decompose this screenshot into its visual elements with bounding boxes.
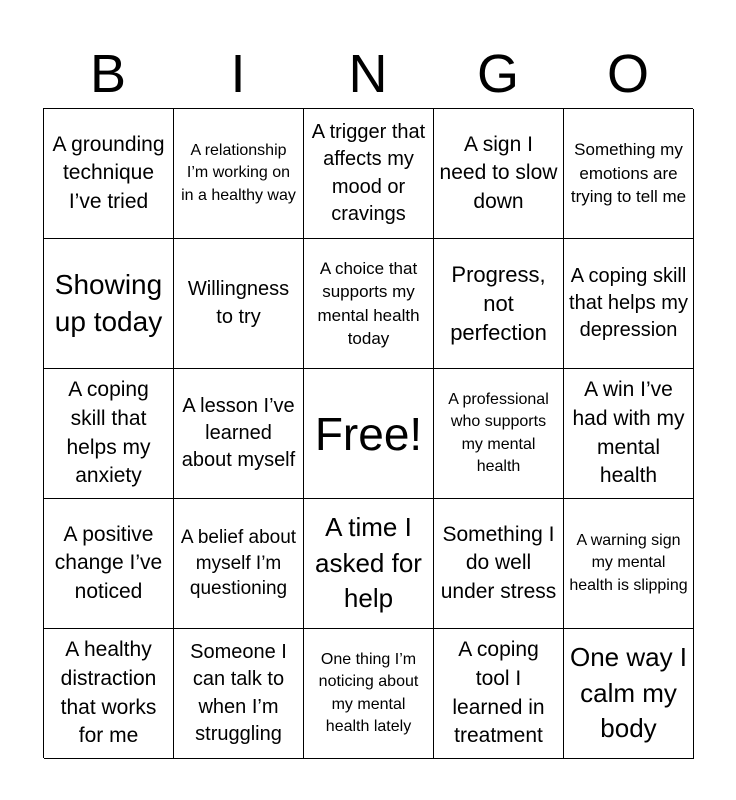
bingo-cell[interactable] — [434, 629, 564, 759]
bingo-cell[interactable] — [564, 109, 694, 239]
cell-text: A lesson I’ve learned about myself — [181, 394, 296, 472]
cell-text: A relationship I’m working on in a healthy way — [181, 141, 296, 204]
cell-text: A sign I need to slow down — [439, 132, 558, 213]
cell-text: Willingness to try — [187, 278, 290, 328]
bingo-cell[interactable] — [434, 369, 564, 499]
bingo-cell[interactable] — [44, 369, 174, 499]
cell-text: A healthy distraction that works for me — [60, 638, 157, 748]
cell-text: A coping tool I learned in treatment — [452, 638, 545, 748]
cell-text: One way I calm my body — [569, 642, 688, 744]
cell-text: Someone I can talk to when I’m struggling — [190, 641, 287, 745]
bingo-board — [43, 108, 693, 758]
bingo-cell[interactable] — [304, 239, 434, 369]
free-space[interactable] — [304, 369, 434, 499]
header-letter-i: I — [230, 44, 246, 104]
bingo-cell[interactable] — [174, 239, 304, 369]
bingo-cell[interactable] — [44, 629, 174, 759]
bingo-cell[interactable] — [564, 499, 694, 629]
free-space-text: Free! — [314, 407, 423, 460]
cell-text: A coping skill that helps my anxiety — [66, 378, 151, 488]
bingo-cell[interactable] — [564, 369, 694, 499]
cell-text: Something I do well under stress — [440, 522, 557, 603]
cell-text: A belief about myself I’m questioning — [180, 526, 297, 600]
bingo-cell[interactable] — [304, 499, 434, 629]
bingo-cell[interactable] — [564, 629, 694, 759]
header-letter-b: B — [89, 44, 127, 104]
bingo-cell[interactable] — [44, 239, 174, 369]
cell-text: A positive change I’ve noticed — [54, 522, 163, 603]
cell-text: A choice that supports my mental health today — [317, 258, 420, 348]
header-letter-n: N — [348, 44, 388, 104]
bingo-cell[interactable] — [304, 629, 434, 759]
cell-text: A win I’ve had with my mental health — [572, 378, 685, 488]
cell-text: A time I asked for help — [315, 512, 422, 614]
bingo-cell[interactable] — [44, 109, 174, 239]
cell-text: One thing I’m noticing about my mental health lately — [318, 650, 419, 735]
bingo-cell[interactable] — [434, 109, 564, 239]
cell-text: Showing up today — [54, 269, 163, 337]
cell-text: A coping skill that helps my depression — [569, 264, 688, 342]
cell-text: A professional who supports my mental health — [448, 390, 549, 475]
header-letter-g: G — [476, 44, 519, 104]
header-letter-o: O — [606, 44, 649, 104]
bingo-cell[interactable] — [174, 109, 304, 239]
bingo-cell[interactable] — [304, 109, 434, 239]
bingo-cell[interactable] — [174, 369, 304, 499]
bingo-cell[interactable] — [434, 239, 564, 369]
bingo-cell[interactable] — [434, 499, 564, 629]
bingo-cell[interactable] — [174, 629, 304, 759]
cell-text: A trigger that affects my mood or cravings — [311, 121, 426, 225]
cell-text: A grounding technique I’ve tried — [52, 132, 165, 213]
bingo-cell[interactable] — [564, 239, 694, 369]
cell-text: Progress, not perfection — [450, 261, 547, 346]
cell-text: Something my emotions are trying to tell me — [570, 140, 687, 207]
bingo-cell[interactable] — [174, 499, 304, 629]
bingo-header — [43, 42, 693, 106]
bingo-cell[interactable] — [44, 499, 174, 629]
cell-text: A warning sign my mental health is slipping — [569, 531, 688, 594]
